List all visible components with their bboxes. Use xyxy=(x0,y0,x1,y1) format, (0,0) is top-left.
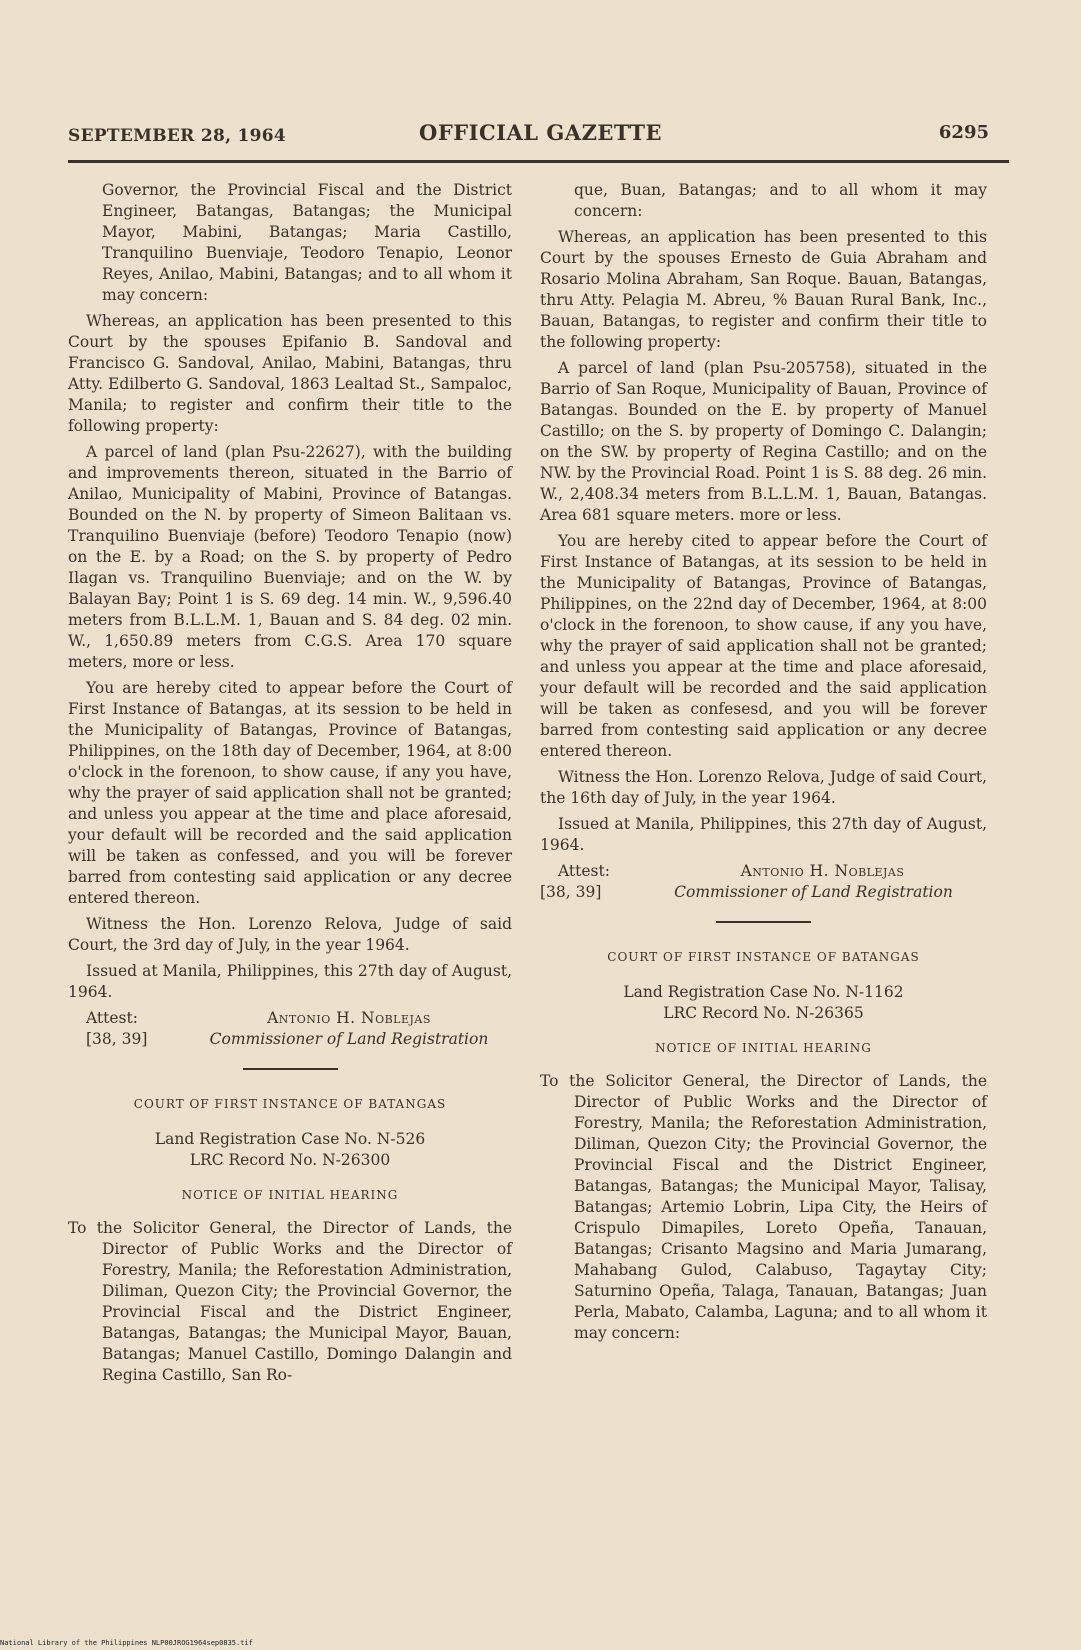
publication-title: OFFICIAL GAZETTE xyxy=(419,120,662,145)
scan-footer: National Library of the Philippines NLP00JROG1964sep0835.tif xyxy=(0,1639,253,1647)
attest-name: Antonio H. Noblejas xyxy=(267,1009,431,1027)
witness-paragraph: Witness the Hon. Lorenzo Relova, Judge of said Court, the 16th day of July, in the year 1964. xyxy=(540,768,987,807)
attest-label: Attest: xyxy=(558,862,610,880)
notice-heading: NOTICE OF INITIAL HEARING xyxy=(655,1041,872,1055)
issue-date: SEPTEMBER 28, 1964 xyxy=(68,126,287,146)
right-column xyxy=(540,180,987,1349)
addressees: To the Solicitor General, the Director of Lands, the Director of Public Works and the Director of Forestry, Manila; the Reforestation Administration, Diliman, Quezon City; the Provincial Governor, the Provincial Fiscal and the District Engineer, Batangas, Batangas; the Municipal Mayor, Bauan, Batangas; Manuel Castillo, Domingo Dalangin and Regina Castillo, San Ro- xyxy=(68,1219,512,1384)
left-column xyxy=(68,180,512,1391)
court-heading: COURT OF FIRST INSTANCE OF BATANGAS xyxy=(607,950,920,964)
addressee-continuation: Governor, the Provincial Fiscal and the District Engineer, Batangas, Batangas; the Municipal Mayor, Mabini, Batangas; Maria Castillo, Tranquilino Buenviaje, Teodoro Tenapio, Leonor Reyes, Anilao, Mabini, Batangas; and to all whom it may concern: xyxy=(102,181,512,304)
property-description: A parcel of land (plan Psu-205758), situated in the Barrio of San Roque, Municipality of Bauan, Province of Batangas. Bounded on the E. by property of Manuel Castillo; on the S. by property of Domingo C. Dalangin; on the SW. by property of Regina Castillo; and on the NW. by the Provincial Road. Point 1 is S. 88 deg. 26 min. W., 2,408.34 meters from B.L.L.M. 1, Bauan, Batangas. Area 681 square meters. more or less. xyxy=(540,359,987,524)
attest-title: Commissioner of Land Registration xyxy=(209,1030,489,1048)
case-number: Land Registration Case No. N-526 xyxy=(154,1130,426,1148)
attest-name: Antonio H. Noblejas xyxy=(740,862,905,880)
lrc-record-number: LRC Record No. N-26365 xyxy=(663,1004,864,1022)
addressees: To the Solicitor General, the Director of Lands, the Director of Public Works and the Director of Forestry, Manila; the Reforestation Administration, Diliman, Quezon City; the Provincial Governor, the Provincial Fiscal and the District Engineer, Batangas, Batangas; the Municipal Mayor, Talisay, Batangas; Artemio Lobrin, Lipa City, the Heirs of Crispulo Dimapiles, Loreto Opeña, Tanauan, Batangas; Crisanto Magsino and Maria Jumarang, Mahabang Gulod, Calabuso, Tagaytay City; Saturnino Opeña, Talaga, Tanauan, Batangas; Juan Perla, Mabato, Calamba, Laguna; and to all whom it may concern: xyxy=(540,1072,987,1342)
issued-paragraph: Issued at Manila, Philippines, this 27th day of August, 1964. xyxy=(540,815,987,854)
attestation xyxy=(68,1008,512,1029)
attestation xyxy=(540,861,987,882)
section-separator xyxy=(716,921,811,923)
attestation-title xyxy=(540,882,987,903)
attestation-title xyxy=(68,1029,512,1050)
reference-code: [38, 39] xyxy=(540,883,602,901)
property-description: A parcel of land (plan Psu-22627), with the building and improvements thereon, situated in the Barrio of Anilao, Municipality of Mabini, Province of Batangas. Bounded on the N. by property of Simeon Balitaan vs. Tranquilino Buenviaje (before) Teodoro Tenapio (now) on the E. by a Road; on the S. by property of Pedro Ilagan vs. Tranquilino Buenviaje; and on the W. by Balayan Bay; Point 1 is S. 69 deg. 14 min. W., 9,596.40 meters from B.L.L.M. 1, Bauan and S. 84 deg. 02 min. W., 1,650.89 meters from C.G.S. Area 170 square meters, more or less. xyxy=(68,443,512,671)
citation-paragraph: You are hereby cited to appear before the Court of First Instance of Batangas, at its session to be held in the Municipality of Batangas, Province of Batangas, Philippines, on the 18th day of December, 1964, at 8:00 o'clock in the forenoon, to show cause, if any you have, why the prayer of said application shall not be granted; and unless you appear at the time and place aforesaid, your default will be recorded and the said application will be taken as confessed, and you will be forever barred from contesting said application or any decree entered thereon. xyxy=(68,679,512,907)
attest-label: Attest: xyxy=(86,1009,138,1027)
citation-paragraph: You are hereby cited to appear before the Court of First Instance of Batangas, at its session to be held in the Municipality of Batangas, Province of Batangas, Philippines, on the 22nd day of December, 1964, at 8:00 o'clock in the forenoon, to show cause, if any you have, why the prayer of said application shall not be granted; and unless you appear at the time and place aforesaid, your default will be recorded and the said application will be taken as confesesd, and you will be forever barred from contesting said application or any decree entered thereon. xyxy=(540,532,987,760)
page-number: 6295 xyxy=(938,122,989,143)
case-number: Land Registration Case No. N-1162 xyxy=(623,983,904,1001)
court-heading: COURT OF FIRST INSTANCE OF BATANGAS xyxy=(133,1097,447,1111)
addressee-continuation: que, Buan, Batangas; and to all whom it may concern: xyxy=(574,181,987,220)
section-separator xyxy=(243,1068,338,1070)
notice-heading: NOTICE OF INITIAL HEARING xyxy=(181,1188,399,1202)
lrc-record-number: LRC Record No. N-26300 xyxy=(189,1151,391,1169)
reference-code: [38, 39] xyxy=(86,1030,148,1048)
attest-title: Commissioner of Land Registration xyxy=(674,883,953,901)
header-rule xyxy=(68,160,1009,163)
issued-paragraph: Issued at Manila, Philippines, this 27th day of August, 1964. xyxy=(68,962,512,1001)
application-paragraph: Whereas, an application has been presented to this Court by the spouses Ernesto de Guia Abraham and Rosario Molina Abraham, San Roque. Bauan, Batangas, thru Atty. Pelagia M. Abreu, % Bauan Rural Bank, Inc., Bauan, Batangas, to register and confirm their title to the following property: xyxy=(540,228,987,351)
application-paragraph: Whereas, an application has been presented to this Court by the spouses Epifanio B. Sandoval and Francisco G. Sandoval, Anilao, Mabini, Batangas, thru Atty. Edilberto G. Sandoval, 1863 Lealtad St., Sampaloc, Manila; to register and confirm their title to the following property: xyxy=(68,312,512,435)
witness-paragraph: Witness the Hon. Lorenzo Relova, Judge of said Court, the 3rd day of July, in the year 1964. xyxy=(68,915,512,954)
